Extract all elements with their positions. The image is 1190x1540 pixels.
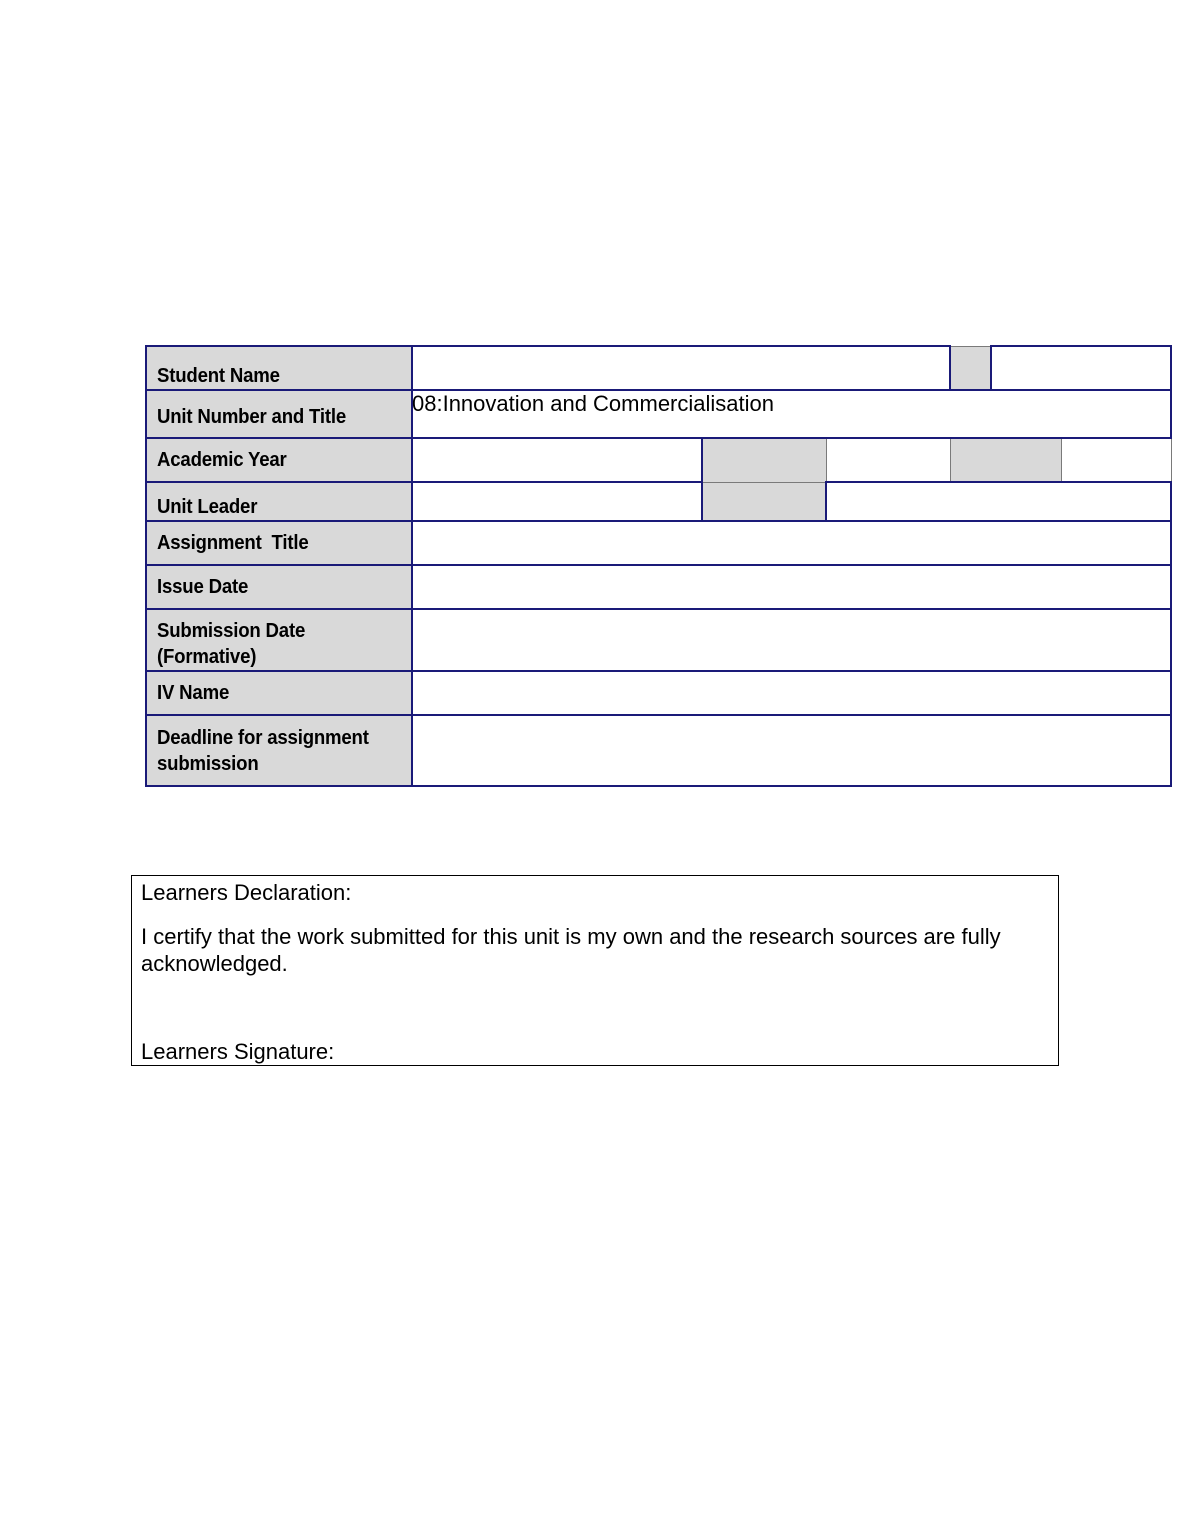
submission-date-label-line2: (Formative) <box>157 646 257 668</box>
submission-date-label-line1: Submission Date <box>157 620 306 642</box>
academic-year-grey-cell-2 <box>950 438 1061 482</box>
deadline-label-line2: submission <box>157 752 259 775</box>
student-name-row <box>146 346 1171 390</box>
unit-leader-grey-cell <box>702 482 826 521</box>
unit-leader-label: Unit Leader <box>146 482 412 521</box>
academic-year-grey-cell-1 <box>702 438 826 482</box>
academic-year-label: Academic Year <box>146 438 412 482</box>
academic-year-row <box>146 438 1171 482</box>
assignment-info-table <box>145 345 1172 787</box>
iv-name-label: IV Name <box>146 671 412 715</box>
unit-label: Unit Number and Title <box>146 390 412 438</box>
iv-name-field[interactable] <box>412 671 1171 715</box>
submission-date-field[interactable] <box>412 609 1171 671</box>
student-name-label: Student Name <box>146 346 412 390</box>
unit-value: 08:Innovation and Commercialisation <box>412 391 774 416</box>
assignment-title-label: Assignment Title <box>146 521 412 565</box>
declaration-title: Learners Declaration: <box>141 880 352 905</box>
deadline-row <box>146 715 1171 786</box>
assignment-title-row <box>146 521 1171 565</box>
unit-leader-row <box>146 482 1171 521</box>
learners-declaration-box <box>131 875 1059 1066</box>
student-id-field[interactable] <box>991 346 1171 390</box>
issue-date-label: Issue Date <box>146 565 412 609</box>
submission-date-label <box>146 609 412 671</box>
declaration-text: I certify that the work submitted for this unit is my own and the research sources are fully acknowledged. <box>141 924 1001 976</box>
submission-date-row <box>146 609 1171 671</box>
unit-value-cell[interactable] <box>412 390 1171 438</box>
deadline-label-line1: Deadline for assignment <box>157 726 369 749</box>
academic-year-field[interactable] <box>412 438 702 482</box>
iv-name-row <box>146 671 1171 715</box>
unit-leader-field[interactable] <box>412 482 702 521</box>
deadline-field[interactable] <box>412 715 1171 786</box>
student-name-field[interactable] <box>412 346 950 390</box>
deadline-label <box>146 715 412 786</box>
issue-date-row <box>146 565 1171 609</box>
student-id-label-cell <box>950 346 991 390</box>
unit-row <box>146 390 1171 438</box>
academic-year-field-2[interactable] <box>826 438 950 482</box>
academic-year-field-3[interactable] <box>1061 438 1171 482</box>
unit-leader-field-2[interactable] <box>826 482 1171 521</box>
issue-date-field[interactable] <box>412 565 1171 609</box>
assignment-title-field[interactable] <box>412 521 1171 565</box>
signature-label: Learners Signature: <box>141 1039 335 1064</box>
